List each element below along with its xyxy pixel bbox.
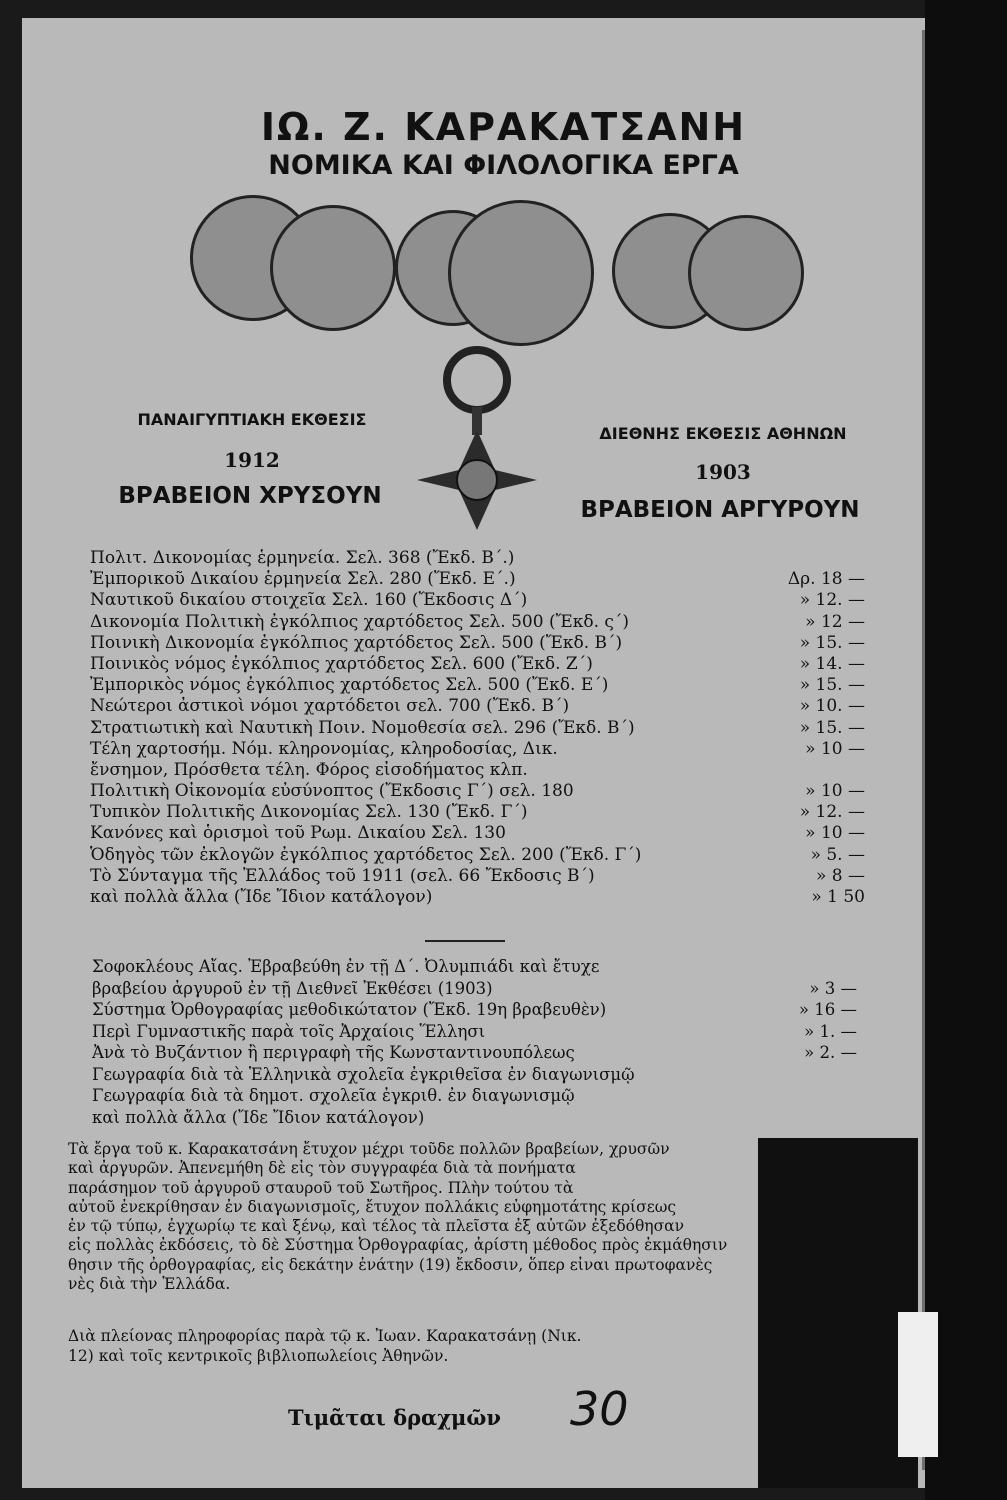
work-title: Τὸ Σύνταγμα τῆς Ἑλλάδος τοῦ 1911 (σελ. 66 Ἔκδοσις Β΄) xyxy=(90,865,595,886)
text-line: θησιν τῆς ὀρθογραφίας, εἰς δεκάτην ἐνάτην (19) ἔκδοσιν, ὅπερ εἶναι πρωτοφανὲς xyxy=(68,1255,713,1274)
work-title: Δικονομία Πολιτικὴ ἐγκόλπιος χαρτόδετος Σελ. 500 (Ἔκδ. ς΄) xyxy=(90,611,630,632)
work-price: » 3 — xyxy=(809,978,857,998)
work-title: Περὶ Γυμναστικῆς παρὰ τοῖς Ἀρχαίοις Ἕλλησι xyxy=(92,1021,486,1041)
work-row xyxy=(92,1043,882,1065)
text-line: Διὰ πλείονας πληροφορίας παρὰ τῷ κ. Ἰωαν. Καρακατσάνῃ (Νικ. xyxy=(68,1327,582,1345)
work-row xyxy=(90,866,880,887)
work-row xyxy=(90,675,880,696)
book-spine xyxy=(925,0,1007,1500)
work-title: Πολιτικὴ Οἰκονομία εὐσύνοπτος (Ἔκδοσις Γ΄) σελ. 180 xyxy=(90,781,574,802)
work-title: Ὁδηγὸς τῶν ἐκλογῶν ἐγκόλπιος χαρτόδετος Σελ. 200 (Ἔκδ. Γ΄) xyxy=(90,844,642,865)
work-row xyxy=(92,1065,882,1087)
work-row xyxy=(90,718,880,739)
work-price: » 15. — xyxy=(799,632,865,653)
text-line: Τὰ ἔργα τοῦ κ. Καρακατσάνη ἔτυχον μέχρι τοῦδε πολλῶν βραβείων, χρυσῶν xyxy=(68,1140,670,1158)
info-note xyxy=(68,1327,758,1366)
work-price: » 12. — xyxy=(799,590,865,611)
text-line: νὲς διὰ τὴν Ἑλλάδα. xyxy=(68,1275,231,1294)
work-row xyxy=(90,845,880,866)
work-price: » 15. — xyxy=(799,717,865,738)
work-title: Γεωγραφία διὰ τὰ δημοτ. σχολεῖα ἐγκριθ. ἐν διαγωνισμῷ xyxy=(92,1086,575,1105)
work-title: Ἀνὰ τὸ Βυζάντιον ἢ περιγραφὴ τῆς Κωνσταντινουπόλεως xyxy=(92,1043,575,1062)
work-price: » 14. — xyxy=(799,653,865,674)
handwritten-price: 30 xyxy=(570,1382,629,1436)
work-row xyxy=(92,1000,882,1022)
text-line: ἐν τῷ τύπῳ, ἐγχωρίῳ τε καὶ ξένῳ, καὶ τέλος τὰ πλεῖστα ἐξ αὐτῶν ἐξεδόθησαν xyxy=(68,1217,685,1236)
work-price: » 2. — xyxy=(804,1043,857,1062)
work-title: βραβείου ἀργυροῦ ἐν τῇ Διεθνεῖ Ἐκθέσει (1903) xyxy=(92,978,493,998)
work-title: Κανόνες καὶ ὁρισμοὶ τοῦ Ρωμ. Δικαίου Σελ. 130 xyxy=(90,823,506,844)
left-prize: ΒΡΑΒΕΙΟΝ ΧΡΥΣΟΥΝ xyxy=(118,483,382,509)
work-price: » 16 — xyxy=(798,1000,857,1019)
library-label-patch xyxy=(758,1138,918,1488)
right-prize: ΒΡΑΒΕΙΟΝ ΑΡΓΥΡΟΥΝ xyxy=(580,497,860,523)
work-row xyxy=(90,760,880,781)
work-row xyxy=(92,1108,882,1130)
work-price: » 1 50 xyxy=(811,887,865,907)
work-row xyxy=(92,1022,882,1044)
work-row xyxy=(92,979,882,1001)
work-row xyxy=(90,802,880,823)
right-medal-reverse xyxy=(688,215,804,331)
left-year: 1912 xyxy=(224,448,280,472)
work-row xyxy=(90,590,880,611)
work-row xyxy=(92,957,882,979)
literary-works-list xyxy=(92,957,882,1129)
work-row xyxy=(90,654,880,675)
work-title: Νεώτεροι ἀστικοὶ νόμοι χαρτόδετοι σελ. 700 (Ἔκδ. Β΄) xyxy=(90,696,570,717)
work-title: καὶ πολλὰ ἄλλα (Ἴδε Ἴδιον κατάλογον) xyxy=(90,887,433,907)
work-title: Σοφοκλέους Αἴας. Ἐβραβεύθη ἐν τῇ Δ΄. Ὀλυμπιάδι καὶ ἔτυχε xyxy=(92,957,600,976)
legal-works-list xyxy=(90,548,880,908)
work-price: » 12 — xyxy=(805,611,865,632)
work-price: » 15. — xyxy=(799,675,865,696)
left-exhibition: ΠΑΝΑΙΓΥΠΤΙΑΚΗ ΕΚΘΕΣΙΣ xyxy=(137,410,367,429)
work-price: » 10 — xyxy=(805,781,865,802)
works-subtitle: ΝΟΜΙΚΑ ΚΑΙ ΦΙΛΟΛΟΓΙΚΑ ΕΡΓΑ xyxy=(268,150,739,181)
work-title: Ποινικὸς νόμος ἐγκόλπιος χαρτόδετος Σελ. 600 (Ἔκδ. Ζ΄) xyxy=(90,653,593,674)
work-price: » 12. — xyxy=(799,802,865,823)
work-price: Δρ. 18 — xyxy=(787,569,865,590)
work-row xyxy=(90,781,880,802)
right-year: 1903 xyxy=(695,460,751,484)
work-title: Πολιτ. Δικονομίας ἑρμηνεία. Σελ. 368 (Ἔκδ. Β΄.) xyxy=(90,548,515,568)
order-cross-icon xyxy=(415,345,545,545)
work-price: » 5. — xyxy=(810,844,865,865)
king-portrait-medal xyxy=(448,200,594,346)
left-medal-reverse xyxy=(270,205,396,331)
work-title: καὶ πολλὰ ἄλλα (Ἴδε Ἴδιον κατάλογον) xyxy=(92,1107,425,1127)
text-line: εἰς πολλὰς ἐκδόσεις, τὸ δὲ Σύστημα Ὀρθογραφίας, ἀρίστη μέθοδος πρὸς ἐκμάθησιν xyxy=(68,1236,728,1255)
text-line: αὐτοῦ ἐνεκρίθησαν ἐν διαγωνισμοῖς, ἔτυχον πολλάκις εὐφημοτάτης κρίσεως xyxy=(68,1197,677,1216)
library-label-white xyxy=(898,1312,938,1457)
work-title: Τυπικὸν Πολιτικῆς Δικονομίας Σελ. 130 (Ἔκδ. Γ΄) xyxy=(90,802,528,823)
work-price: » 10 — xyxy=(805,823,865,844)
work-row xyxy=(90,696,880,717)
work-row xyxy=(90,823,880,844)
work-row xyxy=(90,633,880,654)
work-price: » 1. — xyxy=(804,1021,857,1041)
text-line: καὶ ἀργυρῶν. Ἀπενεμήθη δὲ εἰς τὸν συγγραφέα διὰ τὰ πονήματα xyxy=(68,1159,576,1178)
divider xyxy=(425,940,505,942)
right-exhibition: ΔΙΕΘΝΗΣ ΕΚΘΕΣΙΣ ΑΘΗΝΩΝ xyxy=(599,424,847,443)
work-row xyxy=(90,548,880,569)
work-row xyxy=(90,739,880,760)
work-price: » 8 — xyxy=(815,865,865,886)
work-title: Ἐμπορικὸς νόμος ἐγκόλπιος χαρτόδετος Σελ. 500 (Ἔκδ. Ε΄) xyxy=(90,675,609,696)
work-price: » 10 — xyxy=(805,738,865,759)
work-price: » 10. — xyxy=(799,696,865,717)
work-row xyxy=(90,887,880,908)
description-paragraph xyxy=(68,1140,758,1294)
price-line: Τιμᾶται δραχμῶν xyxy=(288,1405,501,1430)
work-title: Σύστημα Ὀρθογραφίας μεθοδικώτατον (Ἔκδ. 19η βραβευθὲν) xyxy=(92,1000,607,1019)
text-line: παράσημον τοῦ ἀργυροῦ σταυροῦ τοῦ Σωτῆρος. Πλὴν τούτου τὰ xyxy=(68,1178,574,1197)
work-title: Γεωγραφία διὰ τὰ Ἑλληνικὰ σχολεῖα ἐγκριθεῖσα ἐν διαγωνισμῷ xyxy=(92,1064,635,1084)
work-title: Στρατιωτικὴ καὶ Ναυτικὴ Ποιν. Νομοθεσία σελ. 296 (Ἔκδ. Β΄) xyxy=(90,717,635,738)
work-row xyxy=(90,569,880,590)
work-title: Ποινικὴ Δικονομία ἐγκόλπιος χαρτόδετος Σελ. 500 (Ἔκδ. Β΄) xyxy=(90,632,623,653)
text-line: 12) καὶ τοῖς κεντρικοῖς βιβλιοπωλείοις Ἀθηνῶν. xyxy=(68,1346,449,1365)
work-row xyxy=(90,612,880,633)
work-title: Ναυτικοῦ δικαίου στοιχεῖα Σελ. 160 (Ἔκδοσις Δ΄) xyxy=(90,590,528,611)
work-title: ἔνσημον, Πρόσθετα τέλη. Φόρος εἰσοδήματος κλπ. xyxy=(90,759,528,780)
author-title: ΙΩ. Ζ. ΚΑΡΑΚΑΤΣΑΝΗ xyxy=(260,105,747,149)
work-title: Ἐμπορικοῦ Δικαίου ἑρμηνεία Σελ. 280 (Ἔκδ. Ε΄.) xyxy=(90,569,516,590)
work-row xyxy=(92,1086,882,1108)
work-title: Τέλη χαρτοσήμ. Νόμ. κληρονομίας, κληροδοσίας, Δικ. xyxy=(90,738,558,759)
